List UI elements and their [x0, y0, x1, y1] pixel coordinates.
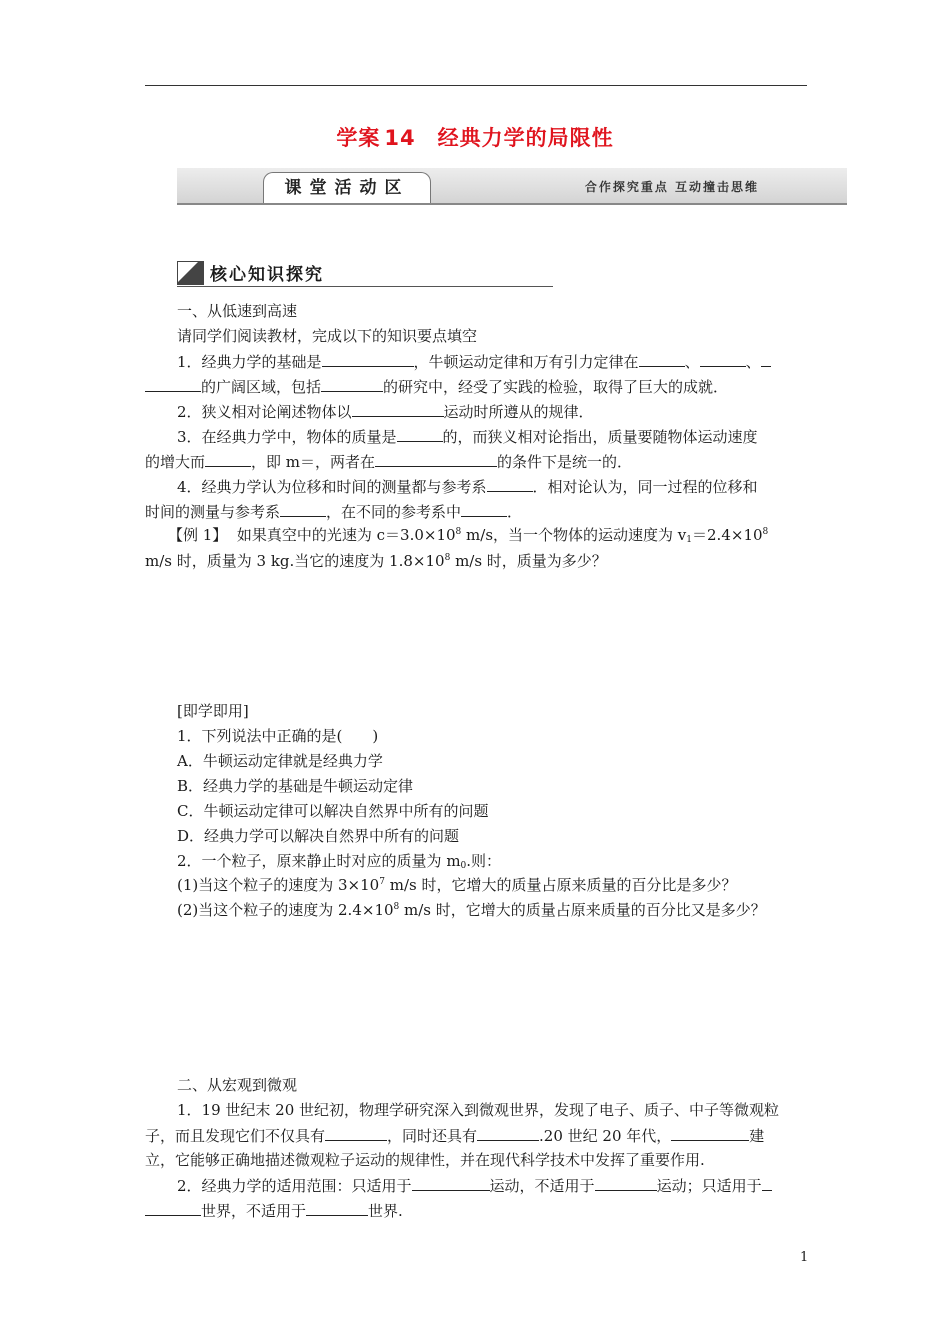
practice-heading: [即学即用]: [177, 702, 249, 720]
header-rule: [145, 85, 807, 86]
blank[interactable]: [487, 476, 533, 492]
blank[interactable]: [322, 351, 414, 367]
blank[interactable]: [306, 1200, 368, 1216]
practice-q2-2: (2)当这个粒子的速度为 $2.4\times 10^8$ m/s 时，它增大的质量占原来质量的百分比又是多少？: [177, 901, 766, 919]
blank[interactable]: [321, 376, 383, 392]
part2-heading: 二、从宏观到微观: [177, 1076, 298, 1094]
blank[interactable]: [145, 1200, 201, 1216]
option-d: D．经典力学可以解决自然界中所有的问题: [177, 827, 460, 845]
blank[interactable]: [205, 451, 251, 467]
practice-q2: 2．一个粒子，原来静止时对应的质量为 $m_0$.则：: [177, 852, 502, 871]
q1-line1: 1．经典力学的基础是 ，牛顿运动定律和万有引力定律在 、 、: [177, 351, 771, 372]
title-text: 经典力学的局限性: [437, 126, 614, 150]
blank[interactable]: [280, 501, 326, 517]
blank[interactable]: [762, 1175, 772, 1191]
blank[interactable]: [412, 1175, 490, 1191]
part2-q2-line1: 2．经典力学的适用范围：只适用于 运动，不适用于 运动；只适用于: [177, 1175, 772, 1196]
blank[interactable]: [671, 1125, 749, 1141]
blank[interactable]: [461, 501, 507, 517]
title-number: 14: [384, 126, 416, 150]
blank[interactable]: [595, 1175, 657, 1191]
example-tag: 【例 1】: [168, 526, 228, 544]
q3-line2: 的增大而 ，即 m＝，两者在 的条件下是统一的．: [145, 453, 633, 471]
blank[interactable]: [397, 426, 443, 442]
practice-q2-1: (1)当这个粒子的速度为 $3\times 10^7$ m/s 时，它增大的质量占原来质量的百分比是多少？: [177, 876, 737, 894]
blank[interactable]: [375, 451, 497, 467]
blank[interactable]: [352, 401, 444, 417]
banner-tab: 课堂活动区: [263, 172, 431, 203]
part1-intro: 请同学们阅读教材，完成以下的知识要点填空: [177, 327, 478, 345]
title-prefix: 学案: [336, 126, 381, 150]
page-title: [0, 122, 950, 152]
option-b: B．经典力学的基础是牛顿运动定律: [177, 777, 414, 795]
page-number: 1: [800, 1250, 809, 1265]
part2-q1-line1: 1．19 世纪末 20 世纪初，物理学研究深入到微观世界，发现了电子、质子、中子等微观粒: [177, 1101, 780, 1119]
q4-line2: 时间的测量与参考系 ，在不同的参考系中 ．: [145, 503, 523, 521]
triangle-icon: [177, 261, 204, 285]
part1-heading: 一、从低速到高速: [177, 302, 298, 320]
q3-line1: 3．在经典力学中，物体的质量是 的，而狭义相对论指出，质量要随物体运动速度: [177, 428, 758, 446]
section-banner: [177, 168, 847, 205]
part2-q2-line2: 世界，不适用于 世界.: [145, 1200, 403, 1221]
section-title: 核心知识探究: [210, 265, 324, 285]
blank[interactable]: [145, 376, 201, 392]
part2-q1-line3: 立，它能够正确地描述微观粒子运动的规律性，并在现代科学技术中发挥了重要作用.: [145, 1151, 705, 1169]
banner-slogan: 合作探究重点 互动撞击思维: [584, 180, 759, 194]
q2-line: 2．狭义相对论阐述物体以 运动时所遵从的规律．: [177, 403, 594, 421]
blank[interactable]: [325, 1125, 387, 1141]
part2-q1-line2: 子，而且发现它们不仅具有 ，同时还具有 .20 世纪 20 年代， 建: [145, 1127, 765, 1145]
option-a: A．牛顿运动定律就是经典力学: [177, 752, 383, 770]
blank[interactable]: [761, 351, 771, 367]
q1-line2: 的广阔区域，包括 的研究中，经受了实践的检验，取得了巨大的成就．: [145, 376, 728, 397]
blank[interactable]: [700, 351, 746, 367]
example1-line2: m/s 时，质量为 3 kg.当它的速度为 $1.8\times 10^8$ m/s 时，质量为多少？: [145, 552, 607, 570]
blank[interactable]: [477, 1125, 539, 1141]
option-c: C．牛顿运动定律可以解决自然界中所有的问题: [177, 802, 489, 820]
practice-q1: 1．下列说法中正确的是( ): [177, 727, 379, 745]
example1-line1: 【例 1】 如果真空中的光速为 $c=3.0\times 10^8$ m/s，当一个物体的运动速度为 $v_1=2.4\times 10^8$: [168, 526, 769, 545]
q4-line1: 4．经典力学认为位移和时间的测量都与参考系 ．相对论认为，同一过程的位移和: [177, 478, 758, 496]
blank[interactable]: [639, 351, 685, 367]
section-header: [177, 258, 553, 287]
